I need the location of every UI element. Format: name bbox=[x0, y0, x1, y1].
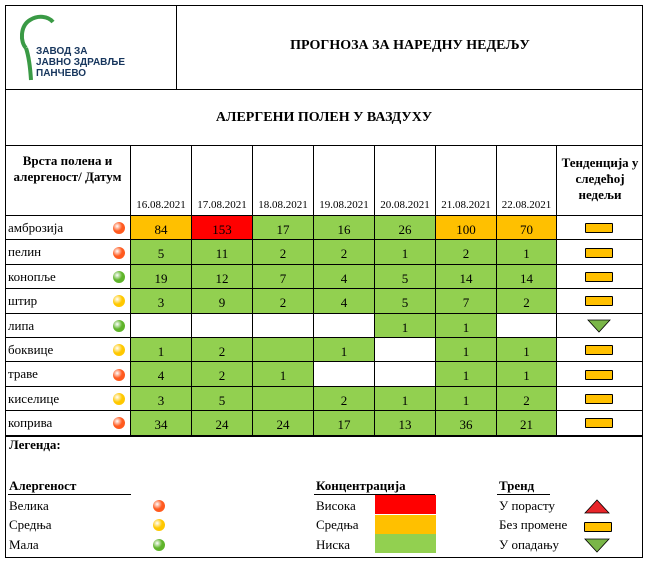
allergenicity-dot-icon bbox=[113, 271, 125, 283]
legend-concentration-heading: Концентрација bbox=[316, 478, 406, 493]
value-cell: 3 bbox=[131, 289, 192, 313]
pollen-name-label: траве bbox=[8, 366, 38, 382]
date-header: 19.08.2021 bbox=[314, 145, 375, 216]
trend-flat-icon bbox=[585, 223, 613, 233]
allergenicity-dot-icon bbox=[113, 247, 125, 259]
legend-concentration-label: Висока bbox=[316, 498, 356, 513]
date-header: 22.08.2021 bbox=[497, 145, 557, 216]
pollen-name bbox=[5, 240, 131, 264]
legend-trend-label: У порасту bbox=[499, 498, 555, 513]
trend-cell bbox=[557, 387, 643, 411]
pollen-name bbox=[5, 314, 131, 338]
allergenicity-dot-icon bbox=[113, 222, 125, 234]
trend-flat-icon bbox=[585, 418, 613, 428]
trend-cell bbox=[557, 314, 643, 338]
value-cell: 1 bbox=[375, 387, 436, 411]
page-title: ПРОГНОЗА ЗА НАРЕДНУ НЕДЕЉУ bbox=[290, 38, 530, 53]
allergenicity-dot-icon bbox=[113, 320, 125, 332]
allergenicity-dot-icon bbox=[113, 417, 125, 429]
trend-cell bbox=[557, 265, 643, 289]
date-header: 16.08.2021 bbox=[131, 145, 192, 216]
logo bbox=[14, 12, 164, 86]
value-cell: 13 bbox=[375, 411, 436, 435]
trend-cell bbox=[557, 338, 643, 362]
pollen-name-label: киселице bbox=[8, 390, 60, 406]
value-cell: 3 bbox=[131, 387, 192, 411]
trend-cell bbox=[557, 411, 643, 435]
trend-flat-icon bbox=[585, 296, 613, 306]
value-cell: 26 bbox=[375, 216, 436, 240]
value-cell: 1 bbox=[497, 362, 557, 386]
value-cell: 4 bbox=[314, 265, 375, 289]
trend-flat-icon bbox=[585, 370, 613, 380]
pollen-name bbox=[5, 338, 131, 362]
trend-header: Тенденција у следећој недељи bbox=[557, 145, 643, 216]
value-cell bbox=[314, 314, 375, 338]
value-cell: 153 bbox=[192, 216, 253, 240]
trend-cell bbox=[557, 240, 643, 264]
date-header: 17.08.2021 bbox=[192, 145, 253, 216]
value-cell: 2 bbox=[314, 387, 375, 411]
concentration-swatch bbox=[375, 495, 436, 514]
legend-allergenicity-label: Мала bbox=[9, 537, 39, 552]
value-cell: 1 bbox=[497, 240, 557, 264]
allergenicity-dot-icon bbox=[113, 369, 125, 381]
value-cell: 1 bbox=[314, 338, 375, 362]
value-cell: 24 bbox=[192, 411, 253, 435]
allergenicity-dot-icon bbox=[113, 295, 125, 307]
pollen-name bbox=[5, 216, 131, 240]
trend-cell bbox=[557, 216, 643, 240]
pollen-name-label: амброзија bbox=[8, 220, 64, 235]
logo-line-2: ЈАВНО ЗДРАВЉЕ bbox=[36, 57, 126, 68]
value-cell bbox=[131, 314, 192, 338]
value-cell: 34 bbox=[131, 411, 192, 435]
value-cell: 1 bbox=[436, 387, 497, 411]
value-cell: 1 bbox=[436, 314, 497, 338]
value-cell: 11 bbox=[192, 240, 253, 264]
allergenicity-dot-icon bbox=[113, 393, 125, 405]
allergenicity-dot-icon bbox=[153, 500, 165, 512]
concentration-swatch bbox=[375, 515, 436, 534]
pollen-name bbox=[5, 362, 131, 386]
value-cell: 1 bbox=[375, 240, 436, 264]
value-cell bbox=[375, 362, 436, 386]
trend-flat-icon bbox=[585, 345, 613, 355]
legend-concentration-label: Средња bbox=[316, 517, 359, 532]
allergenicity-dot-icon bbox=[113, 344, 125, 356]
value-cell: 7 bbox=[436, 289, 497, 313]
page-subtitle: АЛЕРГЕНИ ПОЛЕН У ВАЗДУХУ bbox=[215, 110, 433, 125]
value-cell: 14 bbox=[436, 265, 497, 289]
legend-allergenicity-label: Средња bbox=[9, 517, 52, 532]
value-cell bbox=[192, 314, 253, 338]
trend-flat-icon bbox=[585, 248, 613, 258]
value-cell: 70 bbox=[497, 216, 557, 240]
value-cell bbox=[253, 338, 314, 362]
pollen-name bbox=[5, 411, 131, 435]
value-cell bbox=[375, 338, 436, 362]
value-cell: 17 bbox=[314, 411, 375, 435]
value-cell: 16 bbox=[314, 216, 375, 240]
value-cell: 2 bbox=[436, 240, 497, 264]
value-cell: 2 bbox=[253, 240, 314, 264]
value-cell: 12 bbox=[192, 265, 253, 289]
value-cell: 9 bbox=[192, 289, 253, 313]
trend-up-icon bbox=[584, 499, 610, 514]
allergenicity-dot-icon bbox=[153, 539, 165, 551]
value-cell: 2 bbox=[497, 289, 557, 313]
value-cell: 2 bbox=[497, 387, 557, 411]
value-cell: 19 bbox=[131, 265, 192, 289]
legend-trend-label: У опадању bbox=[499, 537, 559, 552]
pollen-name bbox=[5, 387, 131, 411]
value-cell: 14 bbox=[497, 265, 557, 289]
legend-concentration-label: Ниска bbox=[316, 537, 351, 552]
legend-title: Легенда: bbox=[9, 437, 61, 452]
value-cell: 24 bbox=[253, 411, 314, 435]
pollen-name-label: пелин bbox=[8, 244, 42, 260]
value-cell: 5 bbox=[375, 289, 436, 313]
value-cell bbox=[253, 314, 314, 338]
pollen-name-label: штир bbox=[8, 293, 38, 309]
legend-trend-label: Без промене bbox=[499, 517, 568, 532]
pollen-name-label: боквице bbox=[8, 342, 54, 357]
logo-line-3: ПАНЧЕВО bbox=[36, 68, 87, 79]
legend-trend-heading: Тренд bbox=[499, 478, 535, 493]
value-cell: 2 bbox=[314, 240, 375, 264]
concentration-swatch bbox=[375, 534, 436, 553]
value-cell: 2 bbox=[192, 362, 253, 386]
value-cell: 1 bbox=[436, 338, 497, 362]
value-cell: 2 bbox=[253, 289, 314, 313]
value-cell: 84 bbox=[131, 216, 192, 240]
value-cell: 1 bbox=[497, 338, 557, 362]
trend-flat-icon bbox=[584, 522, 612, 532]
trend-down-icon bbox=[587, 319, 611, 333]
value-cell: 21 bbox=[497, 411, 557, 435]
value-cell: 5 bbox=[131, 240, 192, 264]
corner-header: Врста полена и алергеност/ Датум bbox=[5, 145, 131, 216]
legend-allergenicity-heading: Алергеност bbox=[9, 478, 77, 493]
value-cell: 4 bbox=[314, 289, 375, 313]
trend-cell bbox=[557, 289, 643, 313]
value-cell bbox=[253, 387, 314, 411]
trend-cell bbox=[557, 362, 643, 386]
pollen-name-label: конопље bbox=[8, 268, 56, 284]
legend-allergenicity-label: Велика bbox=[9, 498, 49, 513]
value-cell: 1 bbox=[253, 362, 314, 386]
value-cell: 100 bbox=[436, 216, 497, 240]
value-cell: 5 bbox=[192, 387, 253, 411]
value-cell: 7 bbox=[253, 265, 314, 289]
value-cell: 1 bbox=[131, 338, 192, 362]
value-cell: 1 bbox=[436, 362, 497, 386]
value-cell bbox=[497, 314, 557, 338]
trend-down-icon bbox=[584, 538, 610, 553]
pollen-name bbox=[5, 265, 131, 289]
trend-flat-icon bbox=[585, 272, 613, 282]
date-header: 21.08.2021 bbox=[436, 145, 497, 216]
value-cell bbox=[314, 362, 375, 386]
value-cell: 17 bbox=[253, 216, 314, 240]
pollen-name-label: коприва bbox=[8, 415, 53, 431]
date-header: 20.08.2021 bbox=[375, 145, 436, 216]
value-cell: 36 bbox=[436, 411, 497, 435]
value-cell: 5 bbox=[375, 265, 436, 289]
pollen-name-label: липа bbox=[8, 317, 35, 333]
allergenicity-dot-icon bbox=[153, 519, 165, 531]
logo-line-1: ЗАВОД ЗА bbox=[36, 46, 88, 57]
value-cell: 2 bbox=[192, 338, 253, 362]
date-header: 18.08.2021 bbox=[253, 145, 314, 216]
pollen-name bbox=[5, 289, 131, 313]
trend-flat-icon bbox=[585, 394, 613, 404]
table-bottom-line bbox=[5, 436, 643, 437]
value-cell: 4 bbox=[131, 362, 192, 386]
value-cell: 1 bbox=[375, 314, 436, 338]
